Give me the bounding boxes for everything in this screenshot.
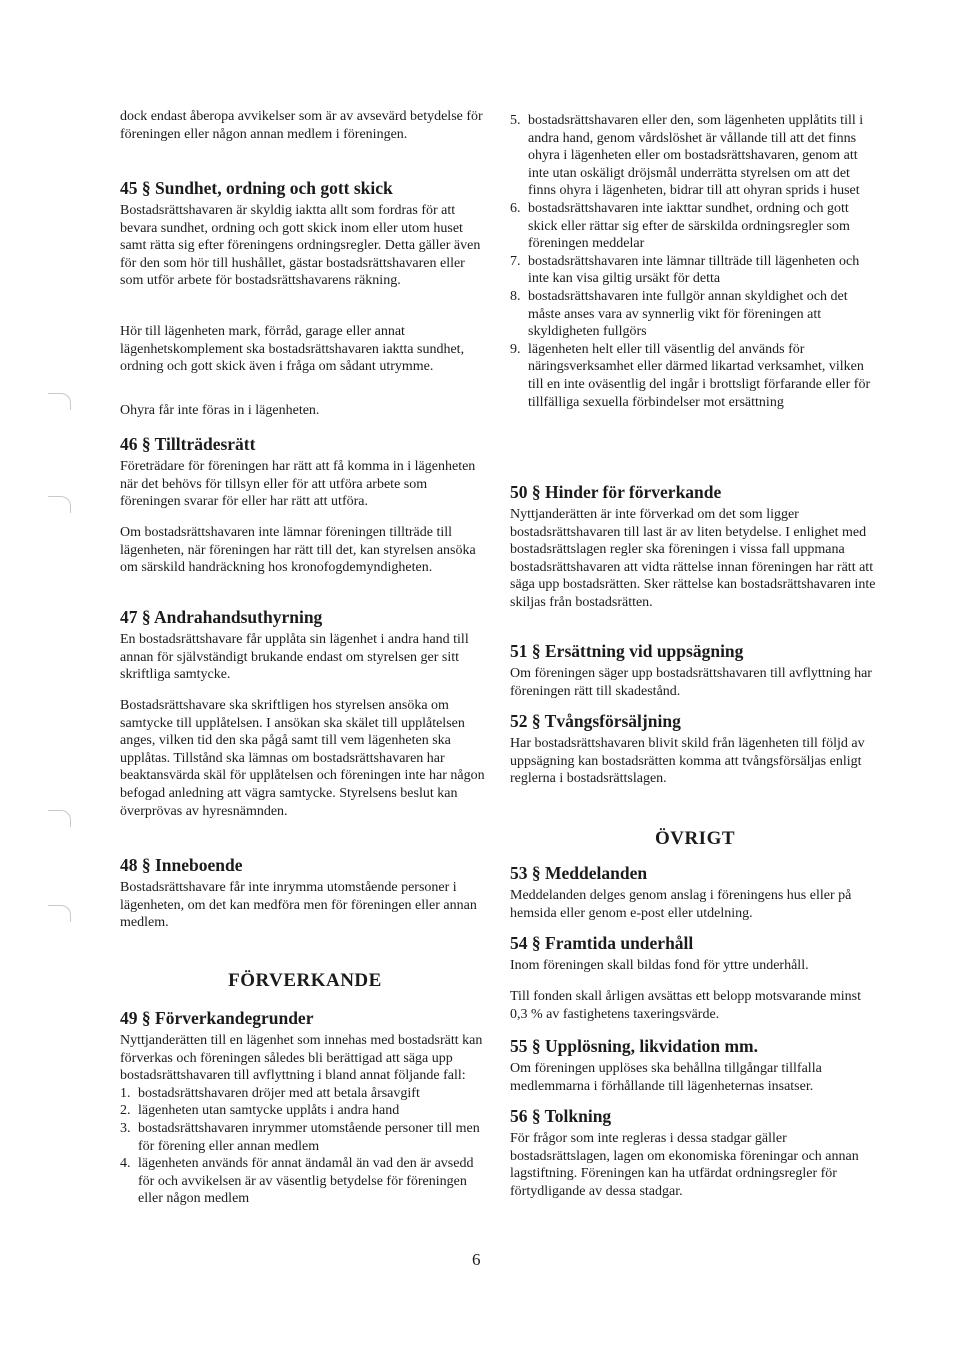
section-paragraph: En bostadsrättshavare får upplåta sin lägenhet i andra hand till annan för självständigt brukande endast om styrelsen ger sitt skriftliga samtycke. [120,632,469,683]
ovrigt-heading: ÖVRIGT [654,828,736,849]
list-item: 6. bostadsrättshavaren inte iakttar sundhet, ordning och gott skick eller rättar sig efter de särskilda ordningsregler som föreningen meddelar [510,200,850,252]
section-title: 55 § Upplösning, likvidation mm. [510,1036,758,1056]
section-title: 56 § Tolkning [510,1106,612,1126]
section-paragraph: För frågor som inte regleras i dessa stadgar gäller bostadsrättslagen, lagen om ekonomiska föreningar och annan lagstiftning. Föreningen kan ha utfärdat ordningsregler för förtydligande av dessa stadgar. [510,1131,859,1199]
section-title: 50 § Hinder för förverkande [510,482,722,502]
margin-mark [48,905,71,922]
margin-mark [48,393,71,410]
forverkande-list-continued [510,112,880,411]
section-title: 46 § Tillträdesrätt [120,434,256,454]
section-title: 52 § Tvångsförsäljning [510,711,681,731]
section-50 [510,482,880,612]
section-title: 53 § Meddelanden [510,863,648,883]
list-item: 7. bostadsrättshavaren inte lämnar tillträde till lägenheten och inte kan visa giltig ursäkt för detta [510,253,860,287]
section-48 [120,855,490,932]
section-title: 45 § Sundhet, ordning och gott skick [120,178,393,198]
page-number: 6 [472,1250,481,1269]
section-53 [510,863,880,922]
section-paragraph: Bostadsrättshavare får inte inrymma utomstående personer i lägenheten, om det kan medföra men för föreningen eller annan medlem. [120,880,477,931]
section-title: 54 § Framtida underhåll [510,933,694,953]
section-paragraph: Företrädare för föreningen har rätt att få komma in i lägenheten när det behövs för tillsyn eller för att utföra arbete som föreningen svarar för eller har rätt att utföra. [120,459,476,510]
list-item: 1. bostadsrättshavaren dröjer med att betala årsavgift [120,1085,420,1101]
list-item: 3. bostadsrättshavaren inrymmer utomstående personer till men för förening eller annan medlem [120,1120,480,1154]
list-item: 8. bostadsrättshavaren inte fullgör annan skyldighet och det måste anses vara av synnerlig vikt för föreningen att skyldigheten fullgörs [510,288,848,340]
section-47 [120,607,490,684]
section-paragraph: Nyttjanderätten till en lägenhet som innehas med bostadsrätt kan förverkas och föreningen således bli berättigad att säga upp bostadsrättshavaren till avflyttning i bland annat följande fall: [120,1033,483,1084]
section-51 [510,641,880,700]
section-54 [510,933,880,975]
list-item: 9. lägenheten helt eller till väsentlig del används för näringsverksamhet eller därmed likartad verksamhet, vilken till en inte oväsentlig del ingår i brottsligt förfarande eller för tillfälliga sexuella förbindelser mot ersättning [510,341,871,410]
section-title: 48 § Inneboende [120,855,243,875]
list-item: 5. bostadsrättshavaren eller den, som lägenheten upplåtits till i andra hand, genom vårdslöshet är vållande till att det finns ohyra i lägenheten eller om bostadsrättshavaren, genom att inte utan oskäligt dröjsmål underrätta styrelsen om att det finns ohyra i lägenheten, bidrar till att ohyran sprids i huset [510,113,864,199]
section-paragraph: Har bostadsrättshavaren blivit skild från lägenheten till följd av uppsägning kan bostadsrätten komma att tvångsförsäljas enligt reglerna i bostadsrättslagen. [510,736,865,787]
section-52 [510,711,880,788]
section-paragraph: Om föreningen säger upp bostadsrättshavaren till avflyttning har föreningen rätt till skadestånd. [510,666,872,699]
margin-mark [48,810,71,827]
section-paragraph: Meddelanden delges genom anslag i föreningens hus eller på hemsida eller genom e-post eller utdelning. [510,888,852,921]
margin-mark [48,496,71,513]
section-paragraph: Till fonden skall årligen avsättas ett belopp motsvarande minst 0,3 % av fastighetens taxeringsvärde. [510,989,861,1022]
list-item: 4. lägenheten används för annat ändamål än vad den är avsedd för och avvikelsen är av väsentlig betydelse för föreningen eller någon medlem [120,1156,474,1207]
section-paragraph: Om föreningen upplöses ska behållna tillgångar tillfalla medlemmarna i förhållande till lägenheternas insatser. [510,1061,822,1094]
section-title: 51 § Ersättning vid uppsägning [510,641,744,661]
section-title: 49 § Förverkandegrunder [120,1008,314,1028]
section-paragraph: Bostadsrättshavaren är skyldig iaktta allt som fordras för att bevara sundhet, ordning och gott skick inom eller utom huset samt rätta sig efter föreningens ordningsregler. Detta gäller även för den som hör till hushållet, gästar bostadsrättshavaren eller som utför arbete för bostadsrättshavarens räkning. [120,203,481,289]
forverkande-list [120,1085,490,1208]
section-49 [120,1008,490,1208]
section-paragraph: Hör till lägenheten mark, förråd, garage eller annat lägenhetskomplement ska bostadsrättshavaren iaktta sundhet, ordning och gott skick även i fråga om sådant utrymme. [120,324,465,375]
section-45 [120,178,490,290]
section-paragraph: Ohyra får inte föras in i lägenheten. [120,403,320,418]
section-56 [510,1106,880,1200]
forverkande-heading: FÖRVERKANDE [228,970,382,991]
section-paragraph: Bostadsrättshavare ska skriftligen hos styrelsen ansöka om samtycke till upplåtelsen. I ansökan ska skälet till upplåtelsen anges, vilken tid den ska pågå samt till vem lägenheten ska upplåtas. Tillstånd ska lämnas om bostadsrättshavaren har beaktansvärda skäl för upplåtelsen och föreningen inte har någon befogad anledning att vägra samtycke. Styrelsens beslut kan överprövas av hyresnämnden. [120,698,485,819]
section-paragraph: Nyttjanderätten är inte förverkad om det som ligger bostadsrättshavaren till last är av liten betydelse. I enlighet med bostadsrättslagen regler ska föreningen i vissa fall uppmana bostadsrättshavaren att vidta rättelse innan föreningen har rätt att säga upp bostadsrätten. Sker rättelse kan bostadsrättshavaren inte skiljas från bostadsrätten. [510,507,876,610]
section-46 [120,434,490,511]
section-paragraph: Inom föreningen skall bildas fond för yttre underhåll. [510,958,809,973]
section-55 [510,1036,880,1095]
section-title: 47 § Andrahandsuthyrning [120,607,323,627]
section-paragraph: Om bostadsrättshavaren inte lämnar föreningen tillträde till lägenheten, när föreningen har rätt till det, kan styrelsen ansöka om särskild handräckning hos kronofogdemyndigheten. [120,525,476,576]
list-item: 2. lägenheten utan samtycke upplåts i andra hand [120,1103,400,1119]
intro-paragraph: dock endast åberopa avvikelser som är av avsevärd betydelse för föreningen eller någon annan medlem i föreningen. [120,109,483,142]
